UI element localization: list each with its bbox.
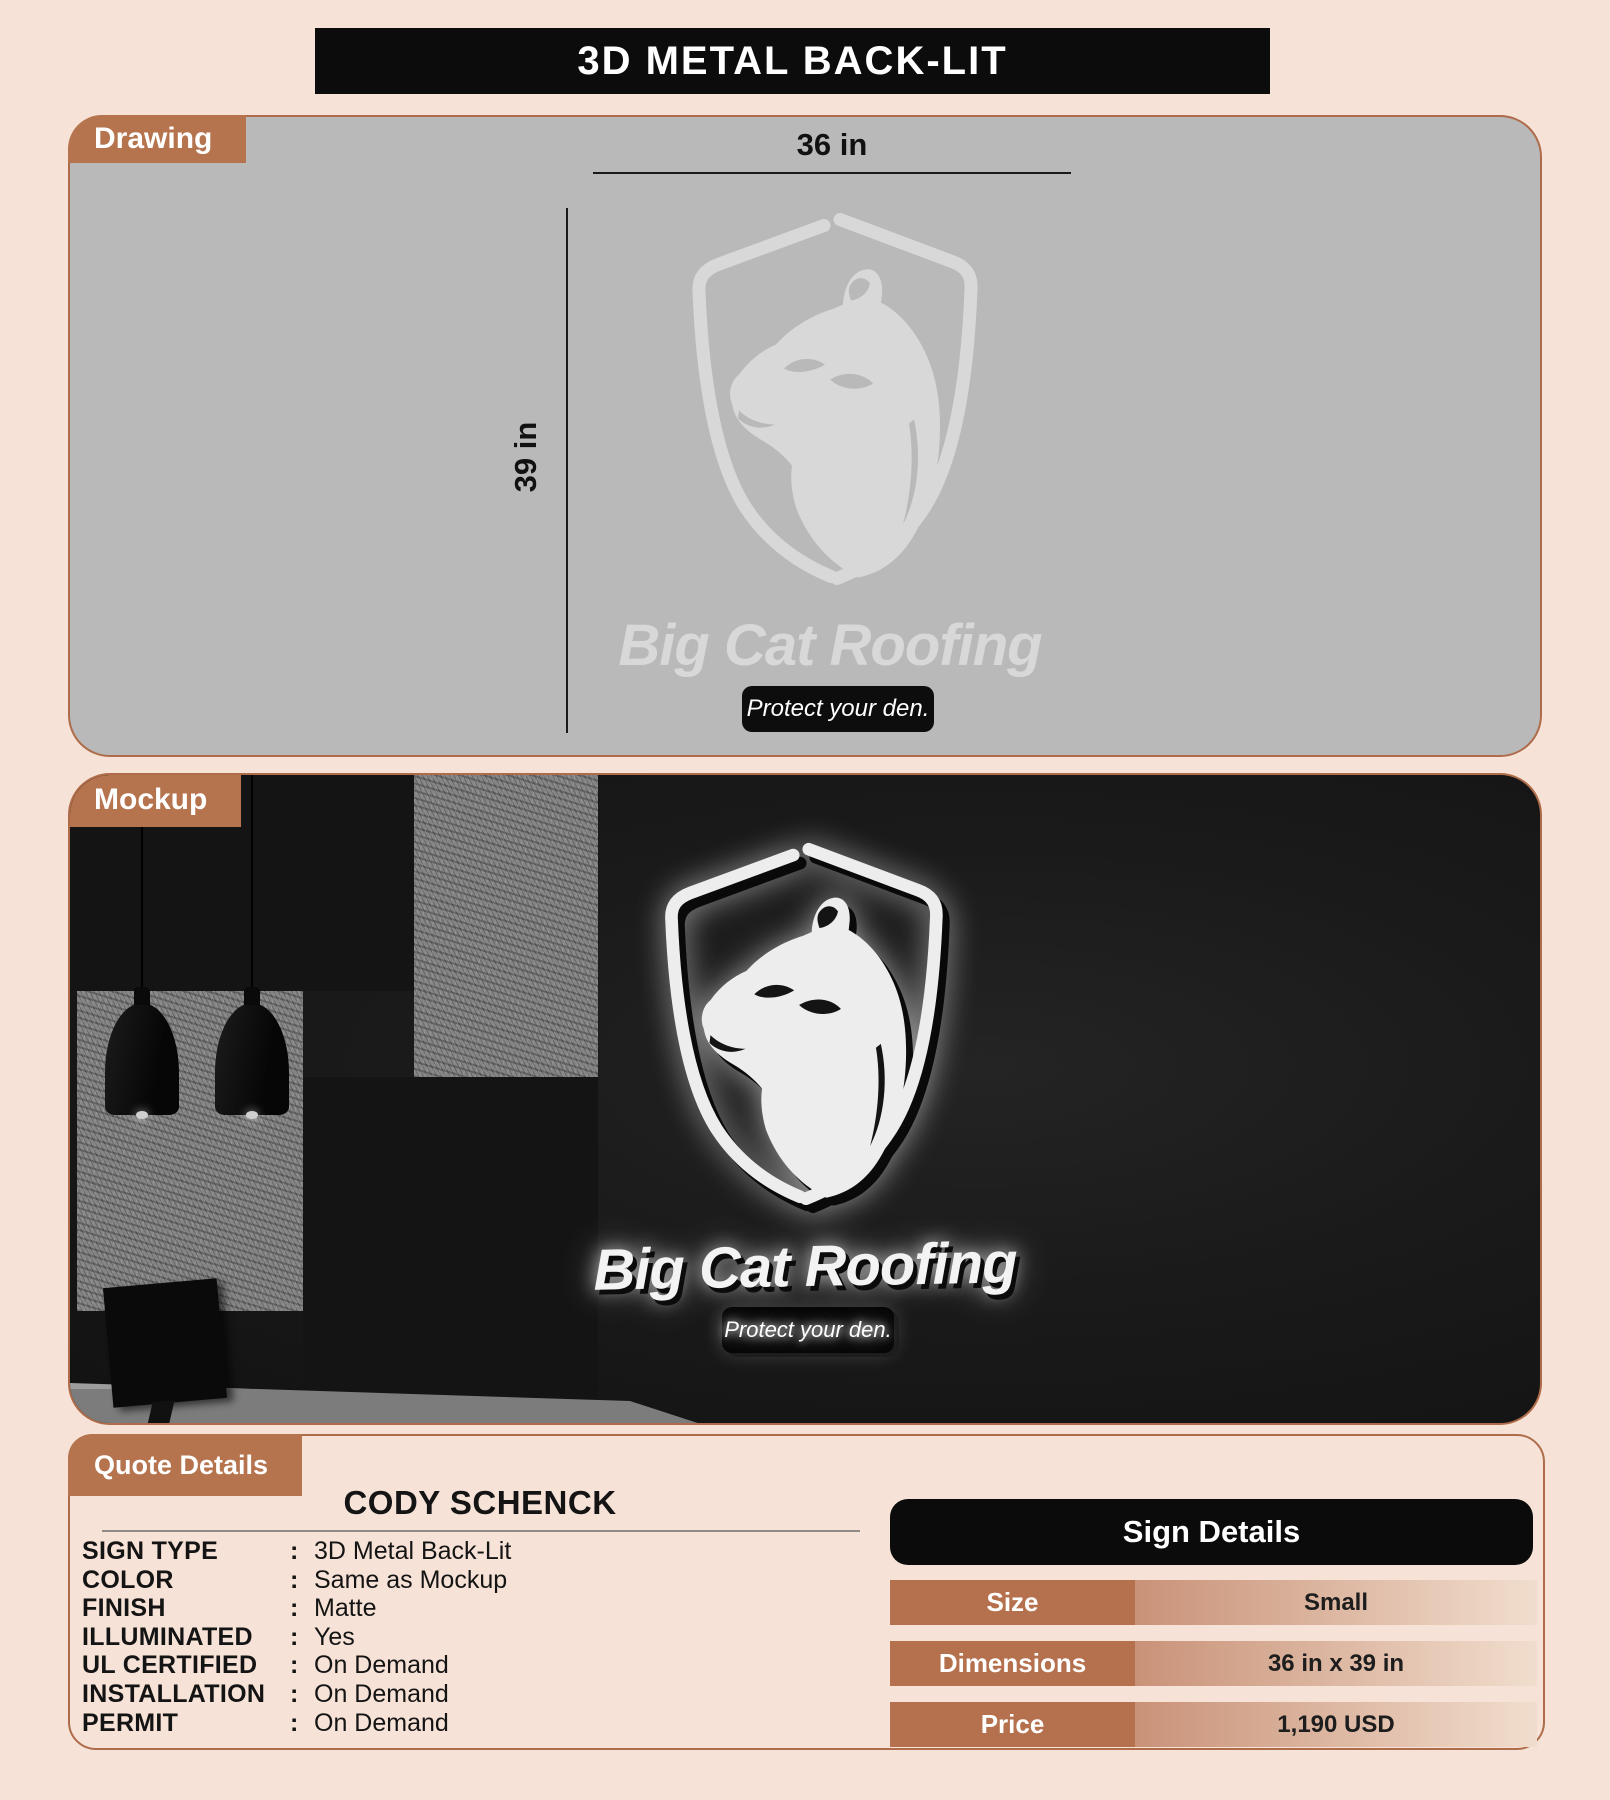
field-label: INSTALLATION: [82, 1679, 266, 1708]
field-label: UL CERTIFIED: [82, 1651, 258, 1680]
quote-fields-list: [82, 1537, 862, 1737]
width-dimension-line: [593, 172, 1071, 174]
cougar-shield-logo-icon: [655, 835, 947, 1210]
customer-name: CODY SCHENCK: [343, 1484, 617, 1521]
quote-field-row: [82, 1566, 862, 1595]
field-value: On Demand: [314, 1708, 449, 1737]
field-value: Same as Mockup: [314, 1565, 508, 1594]
row-value: Small: [1135, 1580, 1537, 1625]
brand-tagline: Protect your den.: [746, 695, 930, 722]
row-label: Price: [890, 1702, 1135, 1747]
sign-details-row-dimensions: [890, 1641, 1537, 1686]
field-separator: :: [290, 1594, 299, 1623]
field-value: Yes: [314, 1622, 355, 1651]
row-label: Size: [890, 1580, 1135, 1625]
sign-details-header: [890, 1499, 1533, 1565]
field-value: 3D Metal Back-Lit: [314, 1537, 512, 1565]
brand-tagline-lit: Protect your den.: [724, 1317, 892, 1342]
field-separator: :: [290, 1651, 299, 1680]
quote-field-row: [82, 1623, 862, 1652]
drawing-tab-label: Drawing: [94, 122, 213, 155]
field-separator: :: [290, 1679, 299, 1708]
brand-wordmark: Big Cat Roofing: [618, 613, 1042, 678]
quote-field-row: [82, 1594, 862, 1623]
field-separator: :: [290, 1537, 299, 1565]
page-title-text: 3D METAL BACK-LIT: [577, 38, 1008, 83]
field-label: SIGN TYPE: [82, 1537, 219, 1565]
row-label: Dimensions: [890, 1641, 1135, 1686]
field-separator: :: [290, 1622, 299, 1651]
page-title: [315, 28, 1270, 94]
brand-wordmark-lit: Big Cat Roofing: [592, 1230, 1018, 1303]
quote-field-row: [82, 1680, 862, 1709]
quote-field-row: [82, 1709, 862, 1738]
cougar-shield-logo-icon: [682, 205, 982, 590]
width-dimension-label: 36 in: [796, 127, 868, 162]
field-separator: :: [290, 1565, 299, 1594]
mockup-panel: [68, 773, 1542, 1425]
field-label: ILLUMINATED: [82, 1622, 253, 1651]
row-value: 36 in x 39 in: [1135, 1641, 1537, 1686]
quote-details-panel: [68, 1434, 1545, 1750]
wall-tile-concrete: [414, 775, 598, 1077]
quote-details-tab-label: Quote Details: [94, 1449, 269, 1480]
brand-tagline-pill: [742, 686, 934, 732]
field-separator: :: [290, 1708, 299, 1737]
pendant-cord: [251, 775, 253, 1003]
mockup-tab-label: Mockup: [94, 783, 208, 816]
sign-details-row-size: [890, 1580, 1537, 1625]
sign-details-title: Sign Details: [1122, 1514, 1301, 1549]
display-monitor: [103, 1278, 227, 1407]
drawing-tab: [68, 115, 246, 163]
quote-field-row: [82, 1537, 862, 1566]
brand-tagline-pill-lit: [722, 1307, 894, 1353]
quote-field-row: [82, 1651, 862, 1680]
field-value: On Demand: [314, 1651, 449, 1680]
row-value: 1,190 USD: [1135, 1702, 1537, 1747]
field-value: Matte: [314, 1594, 377, 1623]
mockup-tab: [68, 773, 241, 827]
drawing-panel: [68, 115, 1542, 757]
field-label: FINISH: [82, 1594, 166, 1623]
field-label: PERMIT: [82, 1708, 179, 1737]
sign-details-row-price: [890, 1702, 1537, 1747]
field-value: On Demand: [314, 1679, 449, 1708]
field-label: COLOR: [82, 1565, 174, 1594]
customer-name-divider: [102, 1530, 860, 1532]
height-dimension-label: 39 in: [508, 421, 543, 493]
